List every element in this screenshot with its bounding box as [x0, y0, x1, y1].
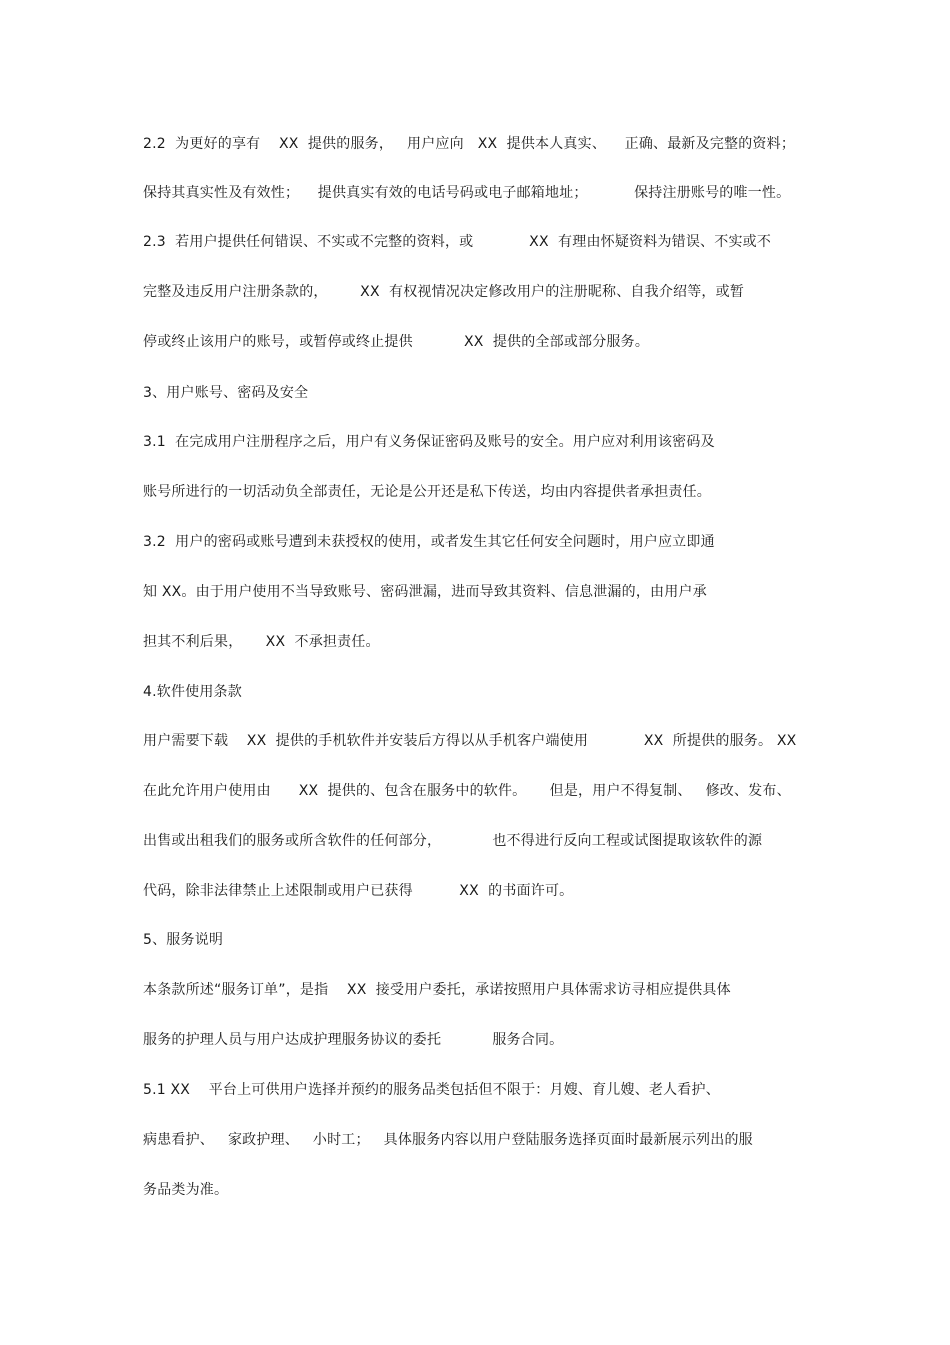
paragraph-4-line-1: 用户需要下载 XX 提供的手机软件并安装后方得以从手机客户端使用 XX 所提供的服务。 XX [143, 733, 797, 749]
paragraph-2-3-line-2: 完整及违反用户注册条款的， XX 有权视情况决定修改用户的注册昵称、自我介绍等，或暂 [143, 284, 745, 300]
section-4-heading: 4.软件使用条款 [143, 684, 242, 700]
paragraph-5-line-2: 服务的护理人员与用户达成护理服务协议的委托 服务合同。 [143, 1032, 564, 1048]
paragraph-5-1-line-1: 5.1 XX 平台上可供用户选择并预约的服务品类包括但不限于：月嫂、育儿嫂、老人看护、 [143, 1082, 720, 1098]
paragraph-2-3-line-3: 停或终止该用户的账号，或暂停或终止提供 XX 提供的全部或部分服务。 [143, 334, 650, 350]
paragraph-3-1-line-2: 账号所进行的一切活动负全部责任，无论是公开还是私下传送，均由内容提供者承担责任。 [143, 484, 711, 500]
paragraph-2-3-line-1: 2.3 若用户提供任何错误、不实或不完整的资料，或 XX 有理由怀疑资料为错误、不实或不 [143, 234, 772, 250]
paragraph-5-line-1: 本条款所述“服务订单”，是指 XX 接受用户委托，承诺按照用户具体需求访寻相应提供具体 [143, 982, 731, 998]
paragraph-4-line-2: 在此允许用户使用由 XX 提供的、包含在服务中的软件。 但是，用户不得复制、 修改、发布、 [143, 783, 791, 799]
section-5-heading: 5、服务说明 [143, 932, 224, 948]
paragraph-3-1-line-1: 3.1 在完成用户注册程序之后，用户有义务保证密码及账号的安全。用户应对利用该密码及 [143, 434, 715, 450]
paragraph-3-2-line-1: 3.2 用户的密码或账号遭到未获授权的使用，或者发生其它任何安全问题时，用户应立即通 [143, 534, 715, 550]
paragraph-2-2-line-2: 保持其真实性及有效性； 提供真实有效的电话号码或电子邮箱地址； 保持注册账号的唯一性。 [143, 185, 791, 201]
paragraph-5-1-line-2: 病患看护、 家政护理、 小时工； 具体服务内容以用户登陆服务选择页面时最新展示列出的服 [143, 1132, 753, 1148]
paragraph-5-1-line-3: 务品类为准。 [143, 1182, 229, 1198]
paragraph-3-2-line-3: 担其不利后果， XX 不承担责任。 [143, 634, 380, 650]
paragraph-4-line-3: 出售或出租我们的服务或所含软件的任何部分， 也不得进行反向工程或试图提取该软件的源 [143, 833, 763, 849]
paragraph-4-line-4: 代码，除非法律禁止上述限制或用户已获得 XX 的书面许可。 [143, 883, 574, 899]
section-3-heading: 3、用户账号、密码及安全 [143, 385, 309, 401]
paragraph-2-2-line-1: 2.2 为更好的享有 XX 提供的服务， 用户应向 XX 提供本人真实、 正确、最新及完整的资料； [143, 136, 796, 152]
paragraph-3-2-line-2: 知 XX。由于用户使用不当导致账号、密码泄漏，进而导致其资料、信息泄漏的，由用户承 [143, 584, 707, 600]
